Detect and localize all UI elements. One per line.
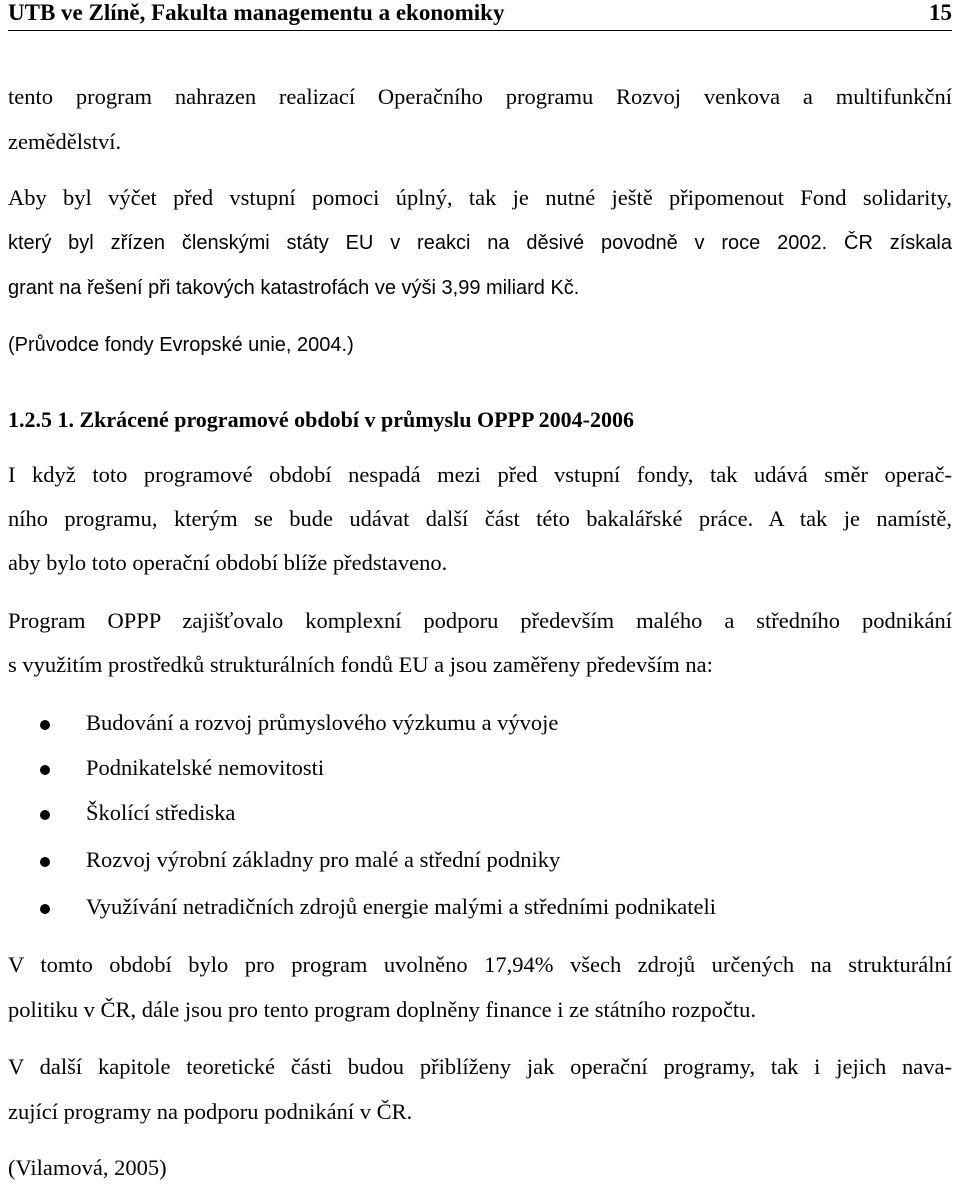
bullet-item-5: Využívání netradičních zdrojů energie malými a středními podnikateli [86, 894, 717, 919]
citation: (Vilamová, 2005) [8, 1155, 167, 1180]
header-title: UTB ve Zlíně, Fakulta managementu a ekonomiky [8, 0, 505, 25]
bullet-dot [40, 765, 50, 775]
paragraph-3-line-1: I když toto programové období nespadá mezi před vstupní fondy, tak udává směr operač- [8, 462, 952, 487]
paragraph-6-line-2: zující programy na podporu podnikání v ČR. [8, 1099, 413, 1124]
paragraph-4-line-2: s využitím prostředků strukturálních fondů EU a jsou zaměřeny především na: [8, 652, 713, 677]
paragraph-2-line-3: grant na řešení při takových katastrofách ve výši 3,99 miliard Kč. [8, 277, 580, 299]
paragraph-4-line-1: Program OPPP zajišťovalo komplexní podporu především malého a středního podnikání [8, 608, 952, 633]
paragraph-5-line-1: V tomto období bylo pro program uvolněno 17,94% všech zdrojů určených na strukturální [8, 952, 952, 977]
paragraph-5-line-2: politiku v ČR, dále jsou pro tento program doplněny finance i ze státního rozpočtu. [8, 997, 756, 1022]
bullet-item-2: Podnikatelské nemovitosti [86, 755, 325, 780]
paragraph-2-line-2: který byl zřízen členskými státy EU v reakci na děsivé povodně v roce 2002. ČR získala [8, 232, 952, 254]
page-number: 15 [929, 0, 952, 25]
page-header [8, 0, 952, 31]
paragraph-3-line-3: aby bylo toto operační období blíže představeno. [8, 550, 448, 575]
bullet-dot [40, 720, 50, 730]
paragraph-2-line-4: (Průvodce fondy Evropské unie, 2004.) [8, 334, 354, 356]
bullet-item-1: Budování a rozvoj průmyslového výzkumu a vývoje [86, 710, 559, 735]
bullet-dot [40, 810, 50, 820]
bullet-item-3: Školící střediska [86, 800, 236, 825]
paragraph-2-line-1: Aby byl výčet před vstupní pomoci úplný, tak je nutné ještě připomenout Fond solidarity, [8, 185, 952, 210]
paragraph-1-line-2: zemědělství. [8, 129, 122, 154]
paragraph-6-line-1: V další kapitole teoretické části budou přiblíženy jak operační programy, tak i jejich nava- [8, 1054, 952, 1079]
paragraph-1-line-1: tento program nahrazen realizací Operačního programu Rozvoj venkova a multifunkční [8, 84, 952, 109]
bullet-dot [40, 857, 50, 867]
paragraph-3-line-2: ního programu, kterým se bude udávat další část této bakalářské práce. A tak je namístě, [8, 506, 952, 531]
bullet-dot [40, 904, 50, 914]
section-heading: 1.2.5 1. Zkrácené programové období v průmyslu OPPP 2004-2006 [8, 407, 634, 432]
bullet-item-4: Rozvoj výrobní základny pro malé a střední podniky [86, 847, 561, 872]
